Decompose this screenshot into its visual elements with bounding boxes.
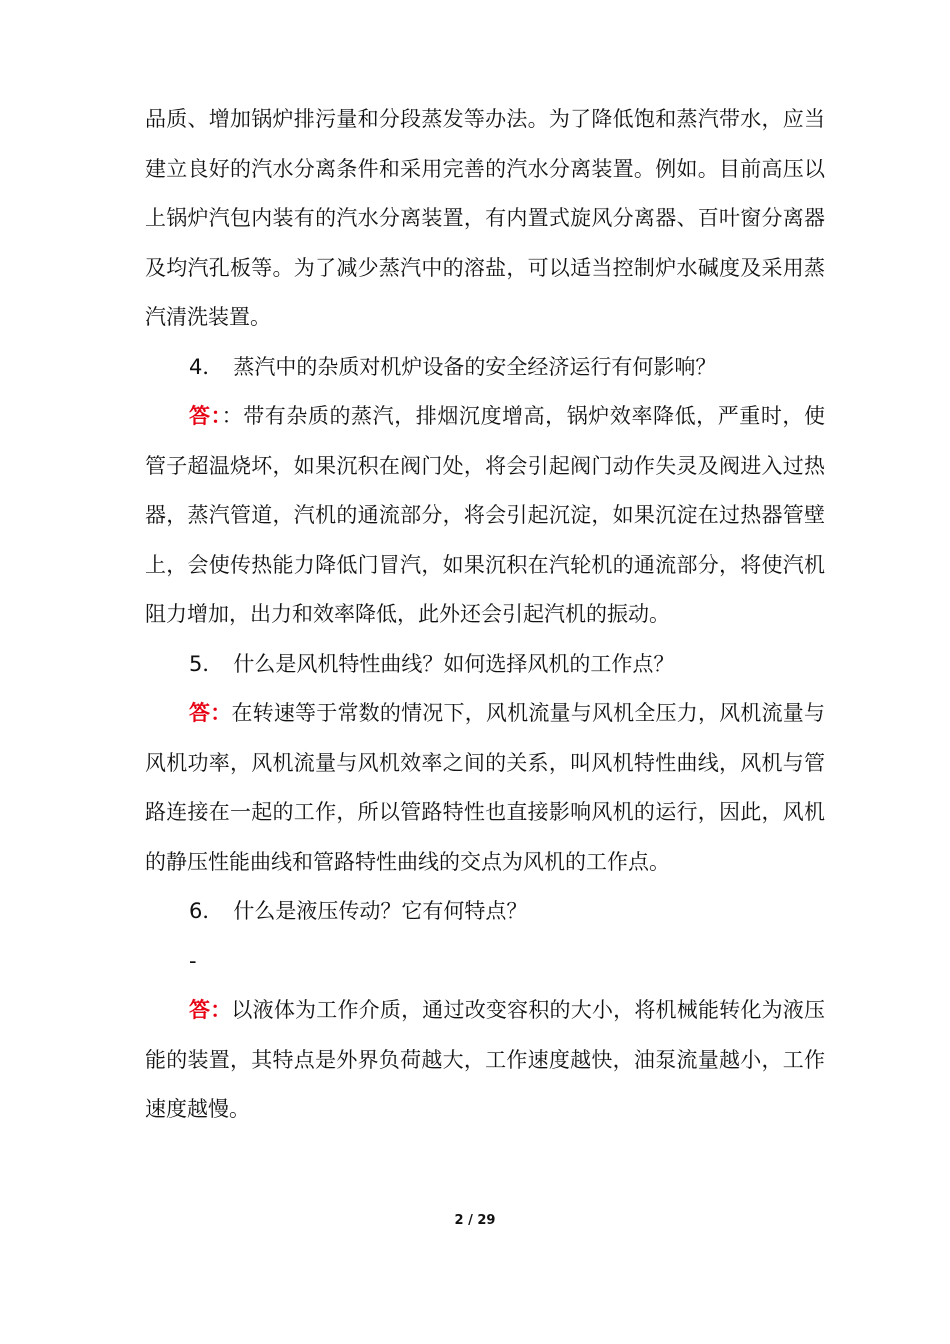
question-number: 6．: [189, 899, 224, 923]
dash-separator: [145, 937, 825, 987]
question-text: 蒸汽中的杂质对机炉设备的安全经济运行有何影响？: [233, 354, 717, 379]
answer-5: [145, 689, 825, 887]
answer-text: 以液体为工作介质，通过改变容积的大小，将机械能转化为液压能的装置，其特点是外界负荷越大，工作速度越快，油泵流量越小，工作速度越慢。: [145, 998, 826, 1121]
question-number: 4．: [189, 354, 224, 379]
dash-text: -: [189, 948, 197, 973]
page-footer: [0, 1213, 950, 1228]
question-5: [145, 640, 825, 690]
paragraph-continuation: [145, 95, 825, 343]
answer-text: ：带有杂质的蒸汽，排烟沉度增高，锅炉效率降低，严重时，使管子超温烧坏，如果沉积在阀门处，将会引起阀门动作失灵及阀进入过热器，蒸汽管道，汽机的通流部分，将会引起沉淀，如果沉淀在过热器管壁上，会使传热能力降低门冒汽，如果沉积在汽轮机的通流部分，将使汽机阻力增加，出力和效率降低，此外还会引起汽机的振动。: [145, 404, 826, 626]
question-text: 什么是液压传动？它有何特点？: [233, 899, 528, 923]
page-number: 2 / 29: [454, 1213, 496, 1228]
question-4: [145, 343, 825, 393]
answer-text: 在转速等于常数的情况下，风机流量与风机全压力，风机流量与风机功率，风机流量与风机效率之间的关系，叫风机特性曲线，风机与管路连接在一起的工作，所以管路特性也直接影响风机的运行，因此，风机的静压性能曲线和管路特性曲线的交点为风机的工作点。: [145, 701, 826, 874]
question-number: 5．: [189, 651, 224, 676]
answer-label: 答：: [189, 998, 232, 1022]
document-body: [145, 95, 825, 1135]
answer-6: [145, 986, 825, 1135]
paragraph-text: 品质、增加锅炉排污量和分段蒸发等办法。为了降低饱和蒸汽带水，应当建立良好的汽水分离条件和采用完善的汽水分离装置。例如。目前高压以上锅炉汽包内装有的汽水分离装置，有内置式旋风分离器、百叶窗分离器及均汽孔板等。为了减少蒸汽中的溶盐，可以适当控制炉水碱度及采用蒸汽清洗装置。: [145, 107, 825, 329]
question-6: [145, 887, 825, 937]
question-text: 什么是风机特性曲线？如何选择风机的工作点？: [233, 651, 675, 676]
answer-label: 答：: [189, 404, 222, 428]
answer-label: 答：: [189, 701, 232, 725]
answer-4: [145, 392, 825, 640]
